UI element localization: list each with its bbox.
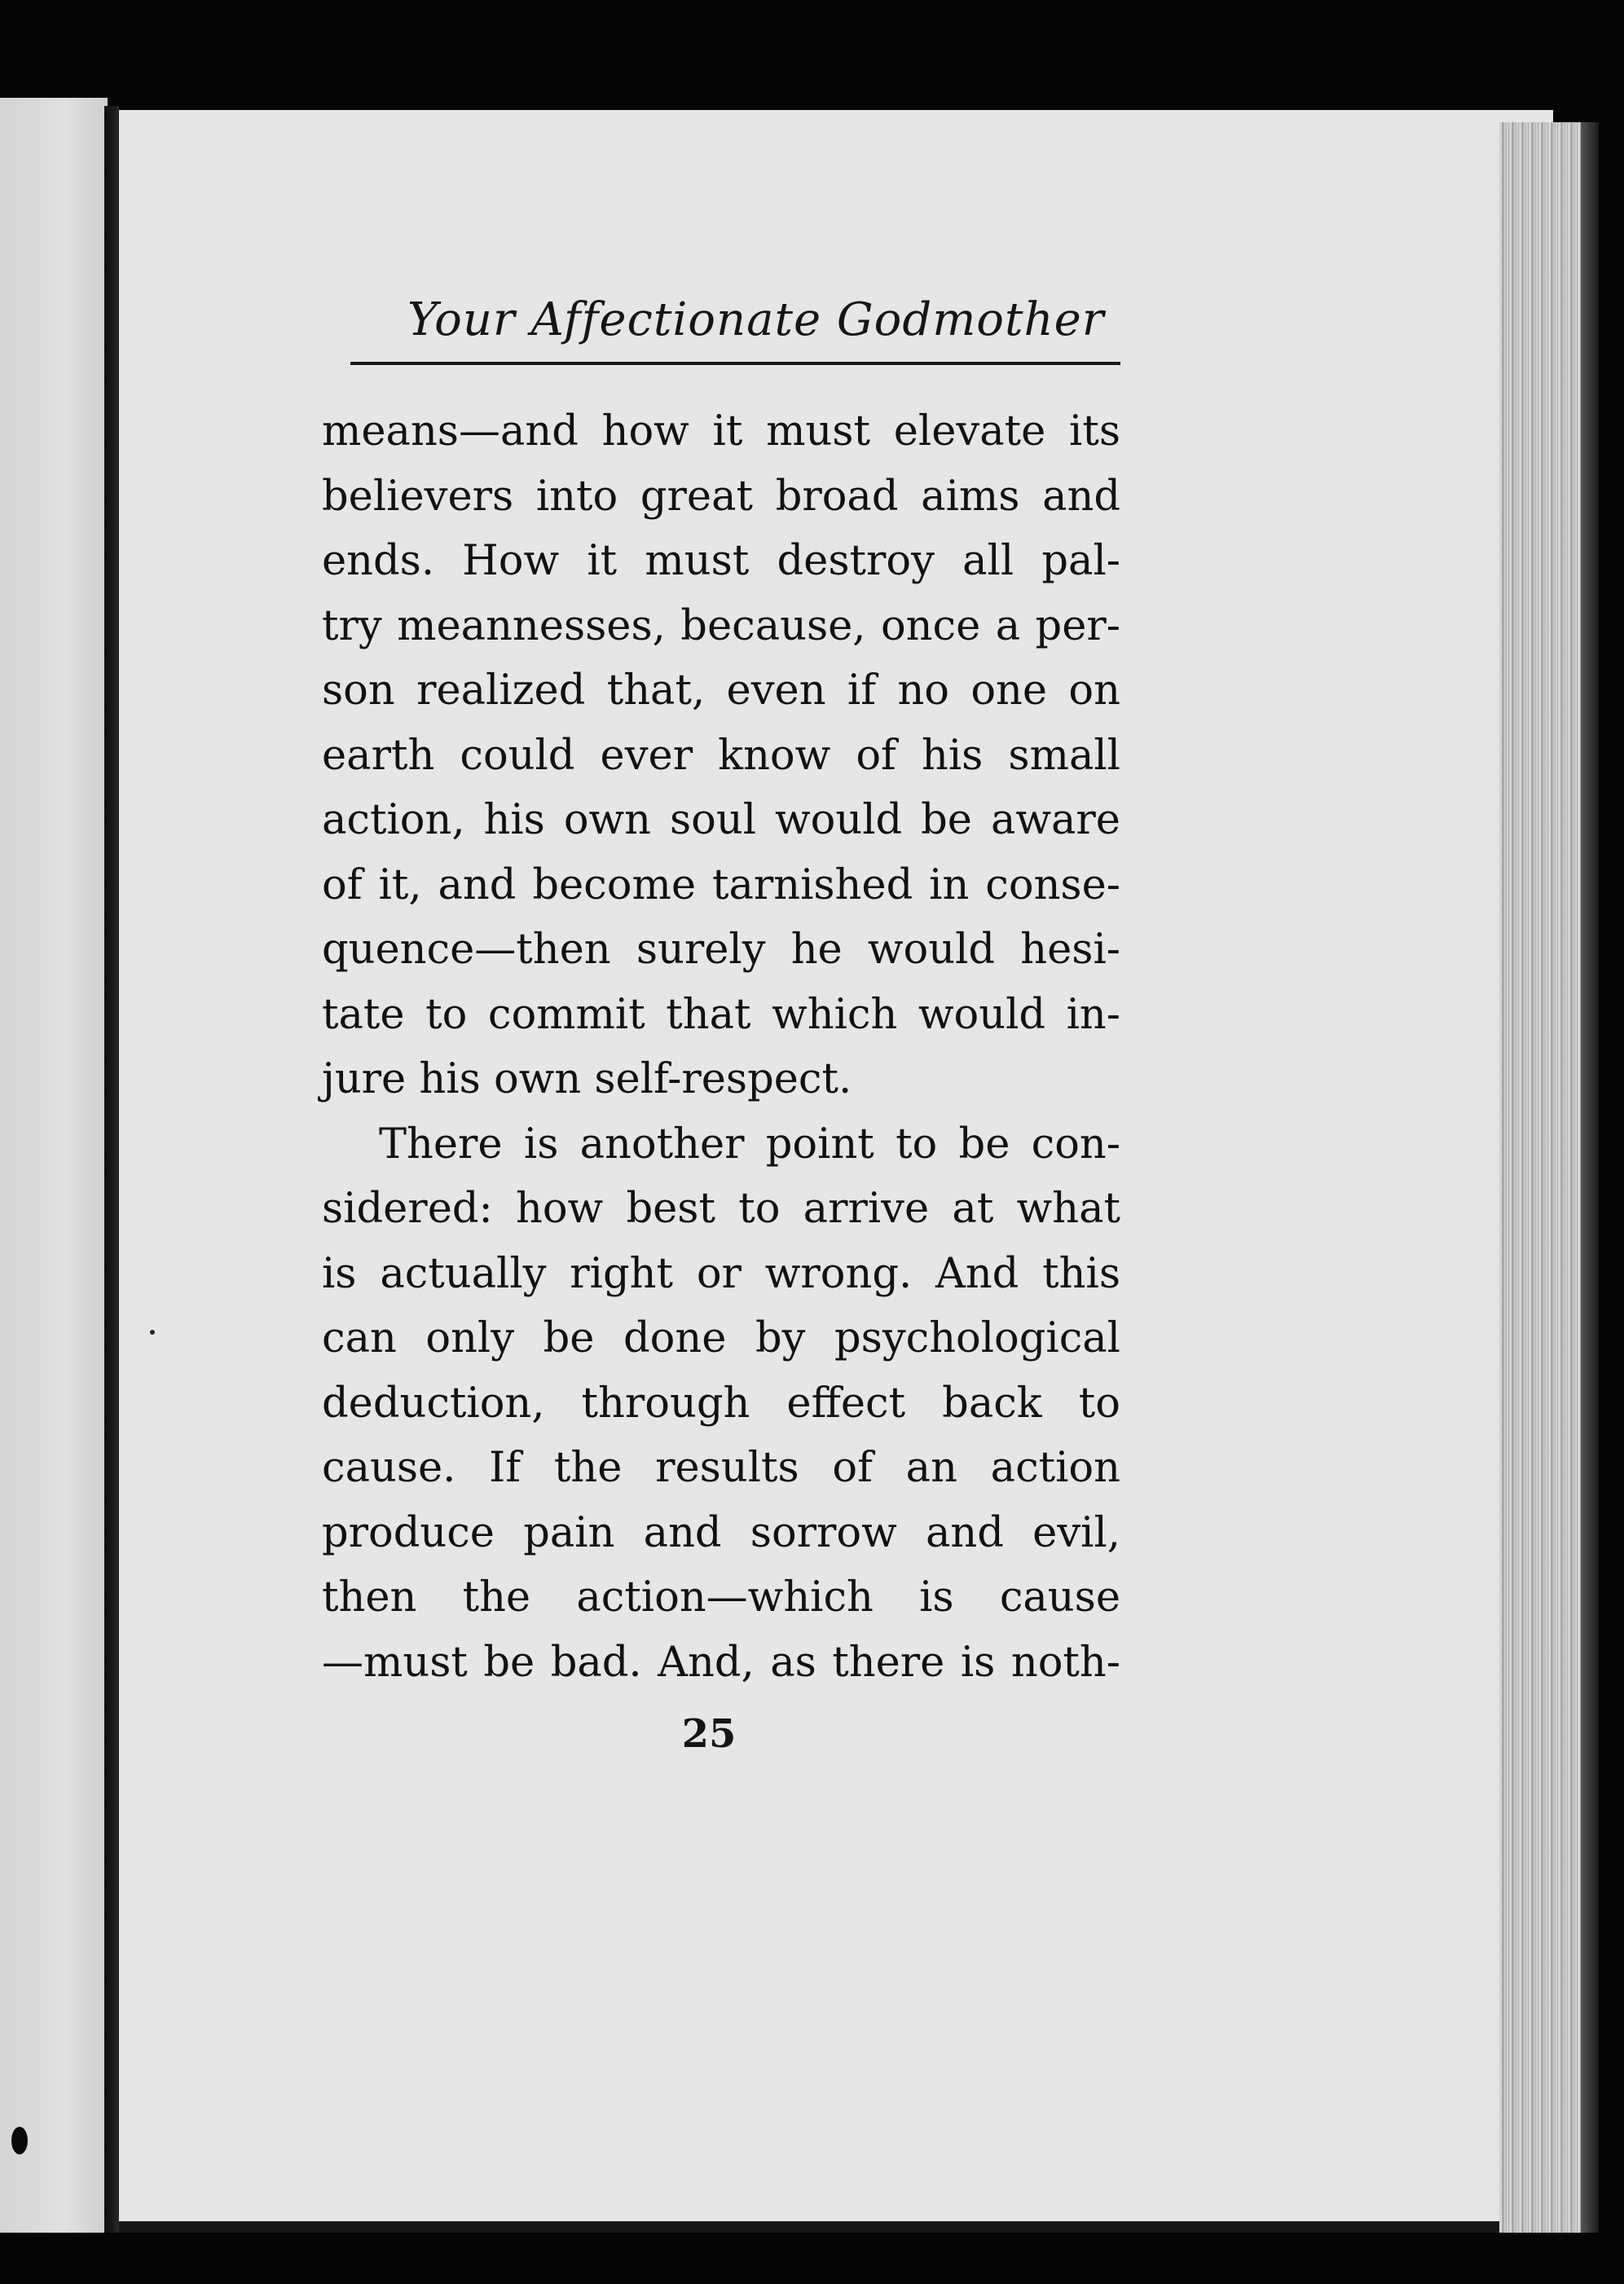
text-line: action, his own soul would be aware <box>322 796 1120 844</box>
body-text <box>322 399 1120 1695</box>
text-line: quence—then surely he would hesi- <box>322 926 1120 974</box>
text-line: believers into great broad aims and <box>322 472 1120 521</box>
text-line: sidered: how best to arrive at what <box>322 1185 1120 1233</box>
scan-speck <box>150 1330 155 1335</box>
paragraph-start-line: There is another point to be con- <box>379 1120 1120 1168</box>
stacked-page-edges <box>1499 122 1589 2233</box>
text-line: produce pain and sorrow and evil, <box>322 1508 1120 1557</box>
book-gutter <box>104 106 119 2233</box>
page-number: 25 <box>681 1711 737 1757</box>
text-line: tate to commit that which would in- <box>322 990 1120 1039</box>
text-line: earth could ever know of his small <box>322 731 1120 780</box>
page-edge-shadow <box>1581 122 1599 2233</box>
text-line: ends. How it must destroy all pal- <box>322 537 1120 585</box>
scan-blemish <box>11 2127 28 2154</box>
text-line: is actually right or wrong. And this <box>322 1249 1120 1298</box>
paragraph-end-line: jure his own self-respect. <box>322 1055 852 1103</box>
previous-page-edge <box>0 98 108 2233</box>
text-line: —must be bad. And, as there is noth- <box>322 1638 1120 1687</box>
text-line: means—and how it must elevate its <box>322 407 1120 455</box>
running-head-rule <box>350 362 1120 365</box>
text-line: son realized that, even if no one on <box>322 667 1120 715</box>
text-line: then the action—which is cause <box>322 1573 1120 1622</box>
text-line: try meannesses, because, once a per- <box>322 601 1120 650</box>
running-head: Your Affectionate Godmother <box>407 293 1105 346</box>
text-line: can only be done by psychological <box>322 1314 1120 1362</box>
text-line: cause. If the results of an action <box>322 1444 1120 1492</box>
text-line: deduction, through effect back to <box>322 1379 1120 1428</box>
text-line: of it, and become tarnished in conse- <box>322 860 1120 909</box>
